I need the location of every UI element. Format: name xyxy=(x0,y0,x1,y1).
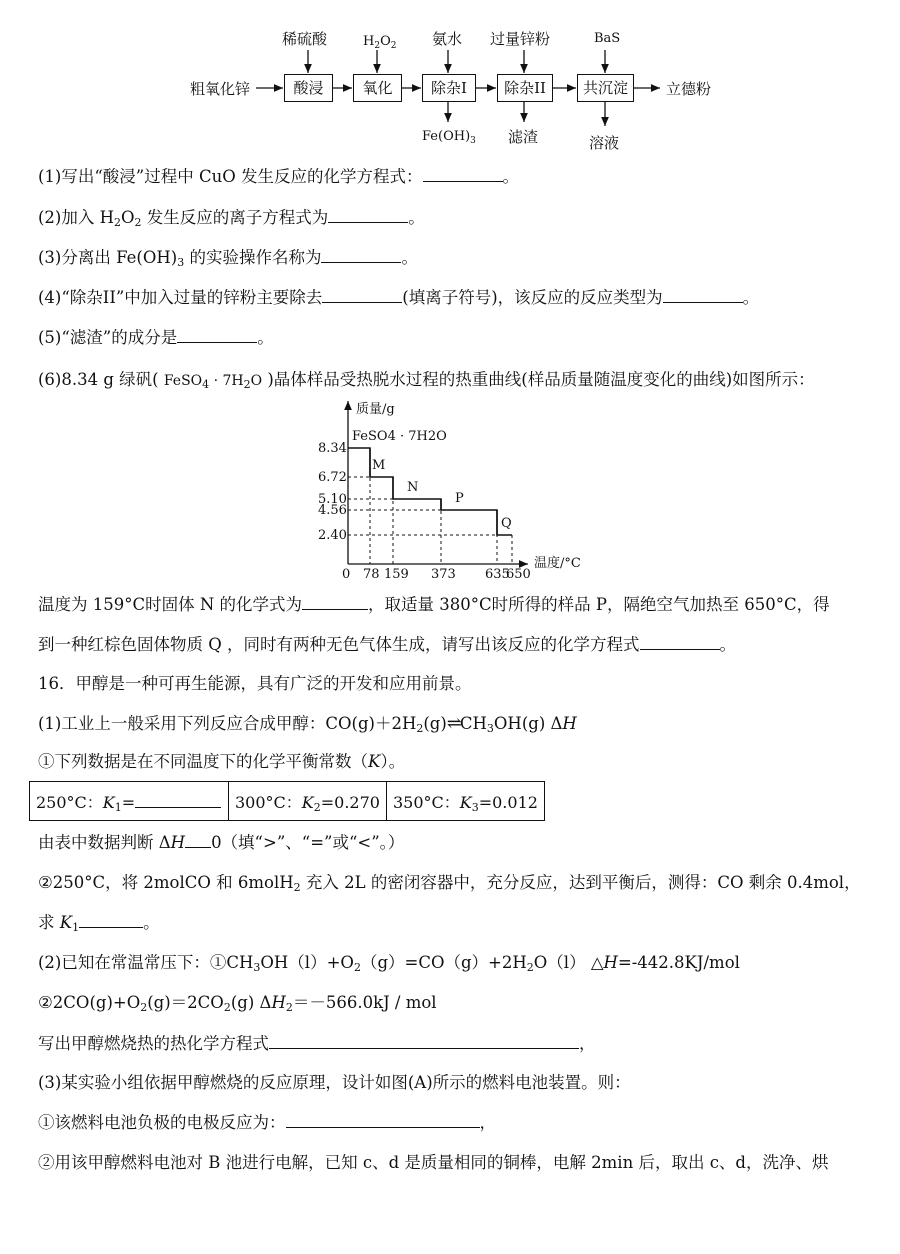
flow-input-1: 稀硫酸 xyxy=(282,30,328,48)
answer-blank xyxy=(328,207,408,223)
flow-input-5: BaS xyxy=(594,31,621,46)
question-1-text: (1)写出“酸浸”过程中 CuO 发生反应的化学方程式： xyxy=(38,167,423,186)
question-4-text-b: (填离子符号)，该反应的反应类型为 xyxy=(402,288,663,307)
answer-blank xyxy=(423,166,503,182)
flow-step-2: 氧化 xyxy=(353,74,402,102)
point-label: Q xyxy=(501,516,512,531)
question-6b xyxy=(38,594,830,616)
flow-step-5: 共沉淀 xyxy=(577,74,634,102)
point-label: P xyxy=(455,491,464,506)
flow-output-3: 溶液 xyxy=(589,134,620,152)
table-cell-k1: 250°C：$K_1=$ xyxy=(30,782,229,821)
point-label: FeSO4 · 7H2O xyxy=(352,429,447,444)
table-cell-k3: 350°C：$K_3=0.012$ xyxy=(386,782,544,821)
question-4: (4)“除杂II”中加入过量的锌粉主要除去 (填离子符号)，该反应的反应类型为 。 xyxy=(38,288,760,307)
question-16: 16．甲醇是一种可再生能源，具有广泛的开发和应用前景。 xyxy=(38,674,472,693)
question-6c-text: 到一种红棕色固体物质 Q ，同时有两种无色气体生成，请写出该反应的化学方程式 xyxy=(38,635,640,654)
y-tick-label: 5.10 xyxy=(318,492,347,507)
table-cell-k2: 300°C：$K_2=0.270$ xyxy=(229,782,387,821)
flow-input-3: 氨水 xyxy=(432,30,463,48)
y-tick-label: 4.56 xyxy=(318,503,347,518)
answer-blank xyxy=(177,327,257,343)
x-tick-label: 159 xyxy=(384,567,409,582)
answer-blank xyxy=(185,832,211,848)
answer-blank xyxy=(79,912,143,928)
question-16-6: (3)某实验小组依据甲醇燃烧的反应原理，设计如图(A)所示的燃料电池装置。则： xyxy=(38,1073,631,1092)
question-16-4: $②2CO(g)+O_2(g)=2CO_2(g)$ $\Delta H_2=-566.0kJ$ / mol xyxy=(38,993,437,1014)
question-16-1a: ①下列数据是在不同温度下的化学平衡常数（K）。 xyxy=(38,752,406,771)
x-tick-label: 373 xyxy=(431,567,456,582)
flow-step-4: 除杂II xyxy=(497,74,553,102)
y-tick-label: 2.40 xyxy=(318,528,347,543)
y-tick-label: 6.72 xyxy=(318,470,347,485)
x-tick-label: 78 xyxy=(363,567,380,582)
flow-input-2: $H_2O_2$ xyxy=(363,34,397,51)
question-16-3: (2)已知在常温常压下：$①CH_3OH(l)+O_2(g)=CO(g)+2H_2O(l)$ △H=-442.8KJ/mol xyxy=(38,953,740,974)
question-16-8: ②用该甲醇燃料电池对 B 池进行电解，已知 c、d 是质量相同的铜棒，电解 2min 后，取出 c、d，洗净、烘 xyxy=(38,1153,829,1172)
question-3-text: (3)分离出 $Fe(OH)_3$ 的实验操作名称为 xyxy=(38,248,322,269)
question-6c: 到一种红棕色固体物质 Q ，同时有两种无色气体生成，请写出该反应的化学方程式 。 xyxy=(38,635,737,654)
question-6b-text-2: ，取适量 380°C时所得的样品 P，隔绝空气加热至 650°C，得 xyxy=(368,595,830,614)
point-label: N xyxy=(407,480,419,495)
answer-blank xyxy=(286,1112,480,1128)
answer-blank xyxy=(640,634,720,650)
answer-blank xyxy=(135,792,221,808)
question-16-2b: 求 $K_1$ 。 xyxy=(38,913,160,934)
y-tick-label: 8.34 xyxy=(318,441,347,456)
flow-product: 立德粉 xyxy=(666,80,712,98)
flow-output-2: 滤渣 xyxy=(508,128,539,146)
question-1: (1)写出“酸浸”过程中 CuO 发生反应的化学方程式： 。 xyxy=(38,167,520,186)
x-tick-label: 0 xyxy=(342,567,351,582)
question-3: (3)分离出 $Fe(OH)_3$ 的实验操作名称为 。 xyxy=(38,248,418,269)
flow-step-1: 酸浸 xyxy=(284,74,333,102)
question-16-judge: 由表中数据判断 ΔH 0（填“>”、“=”或“<”。） xyxy=(38,833,405,852)
flow-input-4: 过量锌粉 xyxy=(490,30,551,48)
y-axis-label: 质量/g xyxy=(356,402,395,417)
question-5: (5)“滤渣”的成分是 。 xyxy=(38,328,274,347)
x-tick-label: 650 xyxy=(506,567,531,582)
question-16-5: 写出甲醇燃烧热的热化学方程式 ， xyxy=(38,1034,596,1053)
k-table xyxy=(29,781,545,821)
question-16-7-text: ①该燃料电池负极的电极反应为： xyxy=(38,1113,286,1132)
answer-blank xyxy=(321,247,401,263)
flow-raw: 粗氧化锌 xyxy=(190,80,251,98)
answer-blank xyxy=(663,287,743,303)
question-16-2: ②250°C，将 2molCO 和 6molH$_2$ 充入 2L 的密闭容器中，充分反应，达到平衡后，测得：CO 剩余 0.4mol， xyxy=(38,873,861,894)
question-16-5-text: 写出甲醇燃烧热的热化学方程式 xyxy=(38,1034,269,1053)
question-4-text-a: (4)“除杂II”中加入过量的锌粉主要除去 xyxy=(38,288,323,307)
flow-output-1: $Fe(OH)_3$ xyxy=(422,129,476,146)
question-5-text: (5)“滤渣”的成分是 xyxy=(38,328,178,347)
question-16-1: (1)工业上一般采用下列反应合成甲醇：$CO(g)+2H_2(g)\rightleftharpoons CH_3OH(g)$ ΔH xyxy=(38,713,577,735)
question-6 xyxy=(38,369,815,392)
question-16-7: ①该燃料电池负极的电极反应为： ， xyxy=(38,1113,496,1132)
tga-chart xyxy=(0,395,900,585)
table-row xyxy=(30,782,545,821)
x-tick-label: 635 xyxy=(485,567,510,582)
answer-blank xyxy=(322,287,402,303)
question-2-text: (2)加入 $H_2O_2$ 发生反应的离子方程式为 xyxy=(38,208,329,229)
question-2: (2)加入 $H_2O_2$ 发生反应的离子方程式为 。 xyxy=(38,208,425,229)
question-6b-text-1: 温度为 159°C时固体 N 的化学式为 xyxy=(38,595,303,614)
flow-step-3: 除杂I xyxy=(422,74,476,102)
x-axis-label: 温度/°C xyxy=(534,556,581,571)
point-label: M xyxy=(372,458,386,473)
question-6-text: (6)8.34 g 绿矾( FeSO$_4$ · $7H_2O$ )晶体样品受热脱水过程的热重曲线(样品质量随温度变化的曲线)如图所示： xyxy=(38,370,815,391)
answer-blank xyxy=(302,594,368,610)
answer-blank xyxy=(269,1033,579,1049)
